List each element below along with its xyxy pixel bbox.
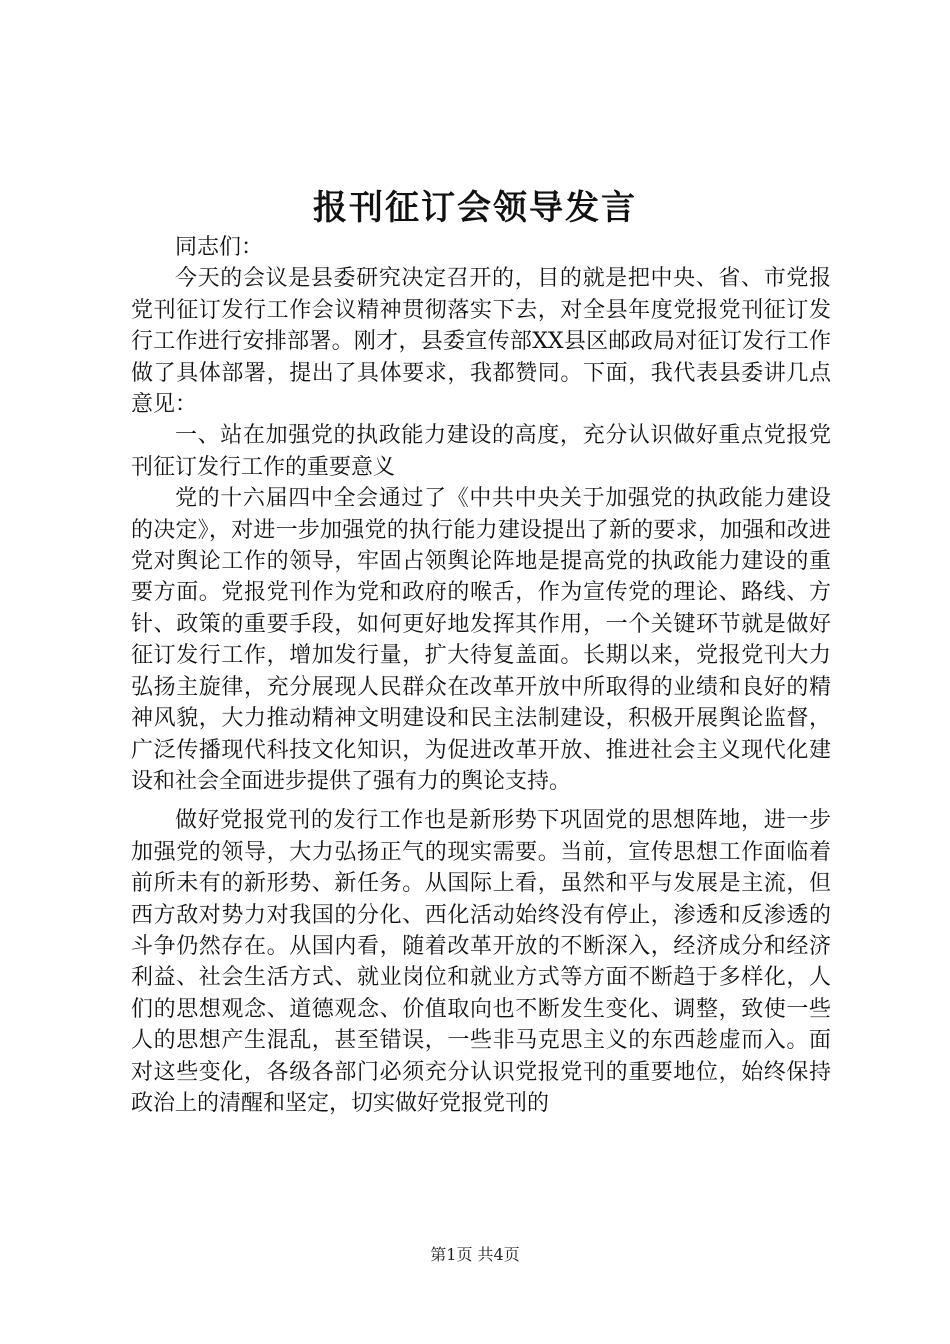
page-footer: 第1页 共4页 [430, 1245, 520, 1264]
document-body [131, 232, 831, 1119]
salutation: 同志们： [175, 235, 264, 260]
paragraph-significance: 党的十六届四中全会通过了《中共中央关于加强党的执政能力建设的决定》，对进一步加强党的执行能力建设提出了新的要求，加强和改进党对舆论工作的领导，牢固占领舆论阵地是提高党的执政能力建设的重要方面。党报党刊作为党和政府的喉舌，作为宣传党的理论、路线、方针、政策的重要手段，如何更好地发挥其作用，一个关键环节就是做好征订发行工作，增加发行量，扩大待复盖面。长期以来，党报党刊大力弘扬主旋律，充分展现人民群众在改革开放中所取得的业绩和良好的精神风貌，大力推动精神文明建设和民主法制建设，积极开展舆论监督，广泛传播现代科技文化知识，为促进改革开放、推进社会主义现代化建设和社会全面进步提供了强有力的舆论支持。 [131, 486, 831, 794]
paragraph-intro: 今天的会议是县委研究决定召开的，目的就是把中央、省、市党报党刊征订发行工作会议精神贯彻落实下去，对全县年度党报党刊征订发行工作进行安排部署。刚才，县委宣传部XX县区邮政局对征订发行工作做了具体部署，提出了具体要求，我都赞同。下面，我代表县委讲几点意见： [131, 266, 831, 418]
page-title: 报刊征订会领导发言 [313, 188, 637, 228]
paragraph-new-situation: 做好党报党刊的发行工作也是新形势下巩固党的思想阵地，进一步加强党的领导，大力弘扬正气的现实需要。当前，宣传思想工作面临着前所未有的新形势、新任务。从国际上看，虽然和平与发展是主流，但西方敌对势力对我国的分化、西化活动始终没有停止，渗透和反渗透的斗争仍然存在。从国内看，随着改革开放的不断深入，经济成分和经济利益、社会生活方式、就业岗位和就业方式等方面不断趋于多样化，人们的思想观念、道德观念、价值取向也不断发生变化、调整，致使一些人的思想产生混乱，甚至错误，一些非马克思主义的东西趁虚而入。面对这些变化，各级各部门必须充分认识党报党刊的重要地位，始终保持政治上的清醒和坚定，切实做好党报党刊的 [131, 808, 831, 1116]
section-heading-1: 一、站在加强党的执政能力建设的高度，充分认识做好重点党报党刊征订发行工作的重要意义 [131, 423, 831, 480]
